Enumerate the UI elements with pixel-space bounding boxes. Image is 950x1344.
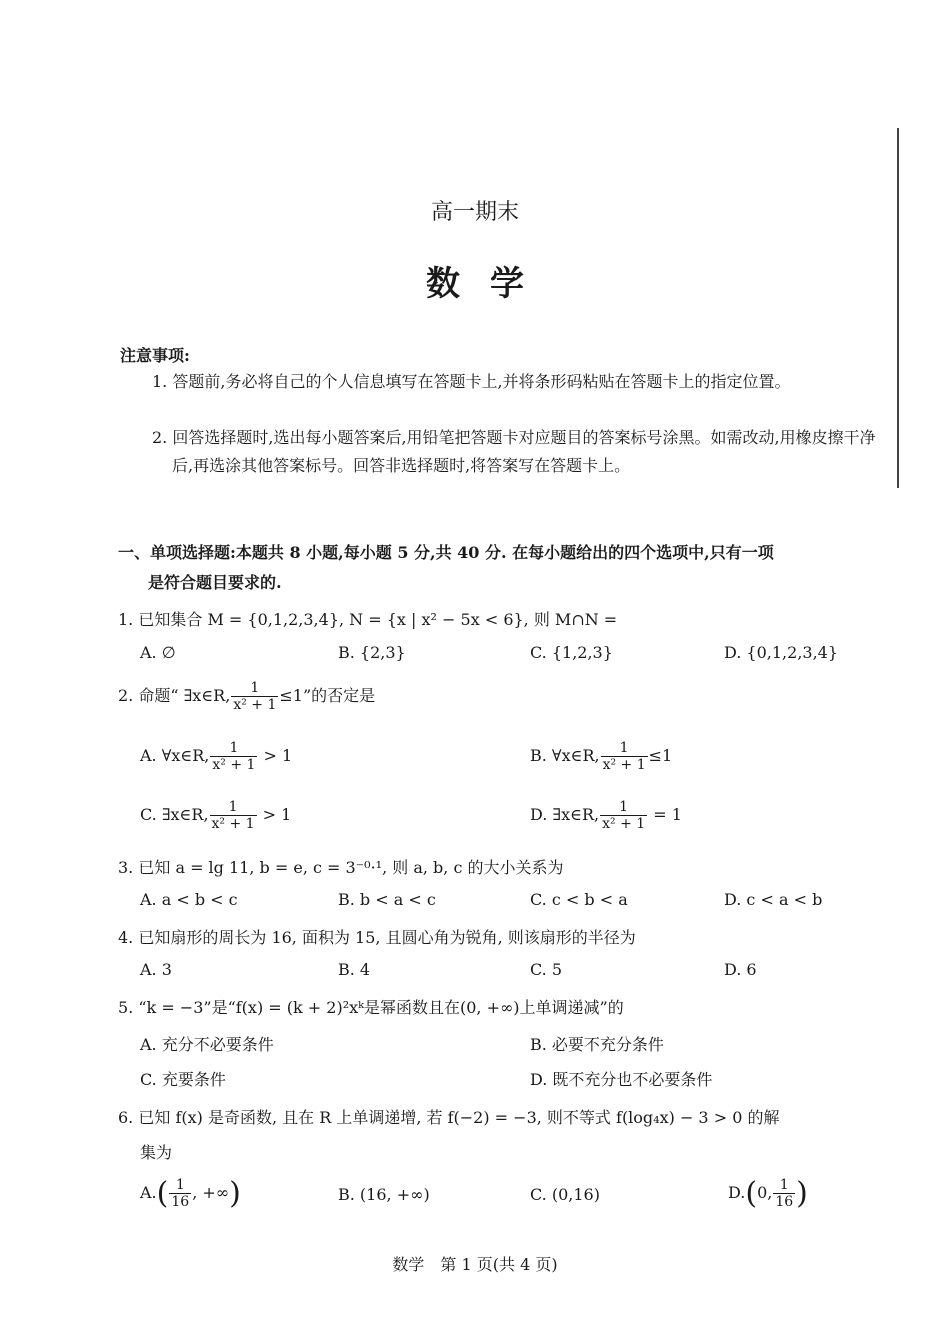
q1-option-c: C. {1,2,3} — [530, 643, 613, 662]
exam-title: 高一期末 — [430, 200, 519, 225]
q2-option-d-fraction — [600, 799, 647, 832]
fraction-numerator: 1 — [773, 1177, 795, 1194]
q6-option-a-label: A. — [140, 1183, 157, 1202]
section-header — [118, 538, 866, 598]
fraction-numerator: 1 — [231, 680, 278, 697]
fraction-numerator: 1 — [601, 740, 648, 757]
q5-option-b: B. 必要不充分条件 — [530, 1035, 664, 1054]
notice-item-1: 1. 答题前,务必将自己的个人信息填写在答题卡上,并将条形码粘贴在答题卡上的指定位置。 — [152, 372, 791, 391]
q4-option-d: D. 6 — [724, 960, 757, 979]
q4-option-a: A. 3 — [140, 960, 172, 979]
q6-option-a-fraction — [169, 1177, 191, 1210]
fraction-numerator: 1 — [210, 740, 257, 757]
q4-option-b: B. 4 — [338, 960, 371, 979]
notice-heading: 注意事项: — [120, 346, 190, 365]
question-3-stem: 3. 已知 a = lg 11, b = e, c = 3⁻⁰·¹, 则 a, b, c 的大小关系为 — [118, 858, 564, 877]
q5-option-a: A. 充分不必要条件 — [140, 1035, 274, 1054]
q2-option-a-prefix: A. ∀x∈R, — [140, 746, 210, 765]
q1-option-d: D. {0,1,2,3,4} — [724, 643, 839, 662]
scan-edge-line — [897, 128, 899, 488]
q2-option-d-prefix: D. ∃x∈R, — [530, 805, 600, 824]
q6-option-d-label: D. — [728, 1183, 746, 1202]
fraction-denominator: x² + 1 — [602, 757, 646, 773]
q6-option-c: C. (0,16) — [530, 1185, 600, 1204]
q2-stem-fraction — [231, 680, 278, 713]
question-2-stem — [118, 680, 375, 713]
q6-option-a-rest: , +∞ — [192, 1183, 230, 1202]
q3-option-d: D. c < a < b — [724, 890, 823, 909]
q2-option-d-suffix: = 1 — [648, 805, 682, 824]
q6-option-d: D.(0, $\frac{1}{16}$ ) — [728, 1176, 808, 1211]
q2-option-b-suffix: ≤1 — [648, 746, 673, 765]
q3-option-a: A. a < b < c — [140, 890, 238, 909]
fraction-denominator: x² + 1 — [233, 697, 277, 713]
fraction-numerator: 1 — [169, 1177, 191, 1194]
q6-option-d-fraction — [773, 1177, 795, 1210]
q2-option-b-fraction — [601, 740, 648, 773]
q2-option-c — [140, 799, 291, 832]
subject-title: 数学 — [426, 264, 554, 304]
q4-option-c: C. 5 — [530, 960, 563, 979]
fraction-denominator: 16 — [171, 1194, 190, 1210]
question-6-stem-line1: 6. 已知 f(x) 是奇函数, 且在 R 上单调递增, 若 f(−2) = −3, 则不等式 f(log₄x) − 3 > 0 的解 — [118, 1108, 780, 1127]
q2-option-a — [140, 740, 292, 773]
section-header-line1: 一、单项选择题:本题共 8 小题,每小题 5 分,共 40 分. 在每小题给出的四个选项中,只有一项 — [118, 543, 774, 562]
q2-option-c-fraction — [210, 799, 257, 832]
fraction-denominator: x² + 1 — [211, 816, 255, 832]
q2-option-a-suffix: > 1 — [258, 746, 293, 765]
q6-option-a: A.( $\frac{1}{16}$ , +∞) — [140, 1176, 241, 1211]
q2-option-a-fraction — [210, 740, 257, 773]
q2-option-d — [530, 799, 682, 832]
page-footer: 数学 第 1 页(共 4 页) — [392, 1255, 558, 1274]
q6-option-b: B. (16, +∞) — [338, 1185, 430, 1204]
fraction-denominator: 16 — [775, 1194, 794, 1210]
question-5-stem: 5. “k = −3”是“f(x) = (k + 2)²xᵏ是幂函数且在(0, +∞)上单调递减”的 — [118, 998, 624, 1017]
question-6-stem-line2: 集为 — [140, 1143, 173, 1162]
q2-option-c-suffix: > 1 — [257, 805, 292, 824]
q2-option-c-prefix: C. ∃x∈R, — [140, 805, 209, 824]
q1-option-b: B. {2,3} — [338, 643, 406, 662]
fraction-denominator: x² + 1 — [212, 757, 256, 773]
q2-option-b-prefix: B. ∀x∈R, — [530, 746, 600, 765]
q5-option-c: C. 充要条件 — [140, 1070, 226, 1089]
fraction-numerator: 1 — [210, 799, 257, 816]
question-4-stem: 4. 已知扇形的周长为 16, 面积为 15, 且圆心角为锐角, 则该扇形的半径为 — [118, 928, 636, 947]
q6-option-d-first: 0, — [757, 1183, 773, 1202]
q3-option-b: B. b < a < c — [338, 890, 436, 909]
section-header-line2: 是符合题目要求的. — [148, 573, 282, 592]
q2-stem-prefix: 2. 命题“ ∃x∈R, — [118, 686, 231, 705]
q2-option-b — [530, 740, 672, 773]
q3-option-c: C. c < b < a — [530, 890, 628, 909]
fraction-numerator: 1 — [600, 799, 647, 816]
q1-option-a: A. ∅ — [140, 643, 176, 662]
notice-item-2: 2. 回答选择题时,选出每小题答案后,用铅笔把答题卡对应题目的答案标号涂黑。如需改动,用橡皮擦干净后,再选涂其他答案标号。回答非选择题时,将答案写在答题卡上。 — [152, 428, 876, 475]
q2-stem-suffix: ≤1”的否定是 — [279, 686, 376, 705]
fraction-denominator: x² + 1 — [602, 816, 646, 832]
question-1-stem: 1. 已知集合 M = {0,1,2,3,4}, N = {x | x² − 5x < 6}, 则 M∩N = — [118, 610, 618, 629]
q5-option-d: D. 既不充分也不必要条件 — [530, 1070, 713, 1089]
